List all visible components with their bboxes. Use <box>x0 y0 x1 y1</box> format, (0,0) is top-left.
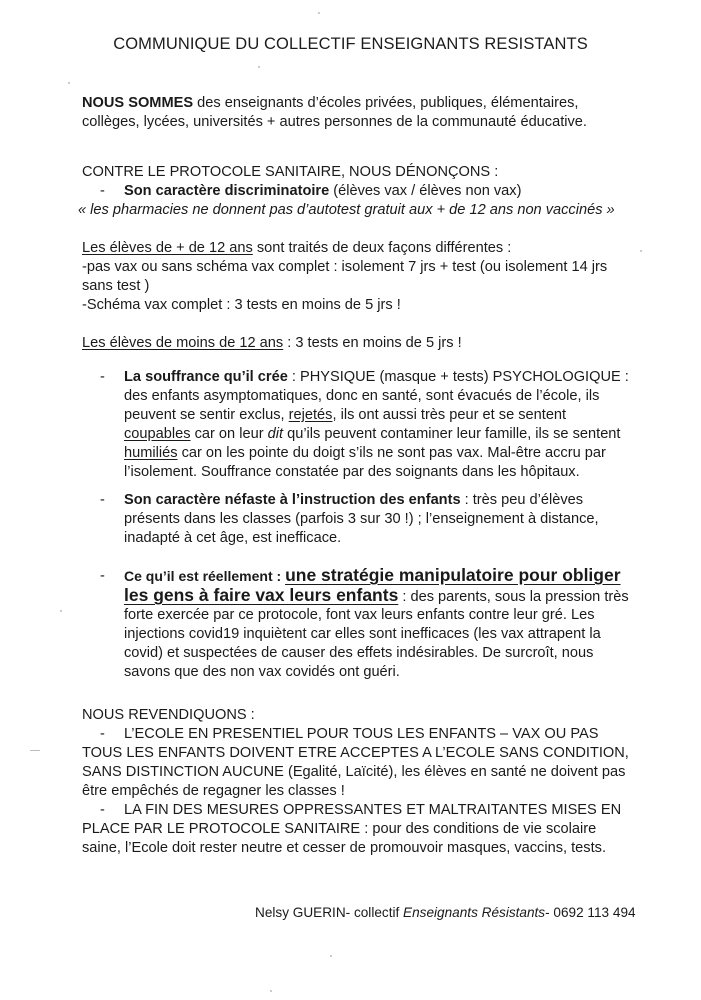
emphasis-text: une stratégie manipulatoire pour obliger <box>285 565 621 585</box>
scan-speck <box>258 66 260 68</box>
emphasis-text: les gens à faire vax leurs enfants <box>124 585 399 605</box>
plus12-line-3: sans test ) <box>82 278 150 294</box>
plus12-line-4: -Schéma vax complet : 3 tests en moins de 5 jrs ! <box>82 297 401 313</box>
revendication-1-line-2: TOUS LES ENFANTS DOIVENT ETRE ACCEPTES A L’ECOLE SANS CONDITION, <box>82 745 629 761</box>
reellement-line-5: covid) et suspectées de causer des effets indésirables. De surcroît, nous <box>124 645 594 661</box>
intro-line-1 <box>82 93 578 113</box>
underlined-text: coupables <box>124 426 191 442</box>
bullet-dash: - <box>100 726 105 742</box>
scan-speck <box>318 12 320 14</box>
item-bold: Son caractère néfaste à l’instruction des enfants <box>124 492 461 508</box>
underlined-text: humiliés <box>124 445 178 461</box>
signature-phone: - 0692 113 494 <box>545 905 636 920</box>
reellement-line-6: savons que des non vax covidés ont guéri. <box>124 664 400 680</box>
bullet-dash: - <box>100 369 105 385</box>
moins12-text: : 3 tests en moins de 5 jrs ! <box>283 335 462 351</box>
plus12-line-2: -pas vax ou sans schéma vax complet : isolement 7 jrs + test (ou isolement 14 jrs <box>82 259 608 275</box>
intro-bold: NOUS SOMMES <box>82 95 194 111</box>
signature-name: Nelsy GUERIN- collectif <box>255 905 404 920</box>
reellement-line-4: injections covid19 inquiètent car elles sont inefficaces (les vax attrapent la <box>124 626 601 642</box>
italic-text: dit <box>267 426 284 442</box>
section-heading-contre: CONTRE LE PROTOCOLE SANITAIRE, NOUS DÉNONÇONS : <box>82 164 499 180</box>
text: : des parents, sous la pression très <box>398 589 629 605</box>
souffrance-line-2: des enfants asymptomatiques, donc en santé, sont évacués de l’école, ils <box>124 388 600 404</box>
item-bold: Son caractère discriminatoire <box>124 183 330 199</box>
bullet-dash: - <box>100 492 105 508</box>
souffrance-line-1 <box>124 367 629 387</box>
revendication-2-line-2: PLACE PAR LE PROTOCOLE SANITAIRE : pour des conditions de vie scolaire <box>82 821 597 837</box>
reellement-line-1 <box>124 565 621 587</box>
scan-speck <box>330 955 332 957</box>
revendication-2-line-3: saine, l’Ecole doit rester neutre et cesser de promouvoir masques, vaccins, tests. <box>82 840 606 856</box>
bullet-dash: - <box>100 568 105 584</box>
item-text: (élèves vax / élèves non vax) <box>329 183 522 199</box>
text: car on les pointe du doigt s’ils ne sont pas vax. Mal-être accru par <box>177 445 606 461</box>
revendication-2-line-1: LA FIN DES MESURES OPPRESSANTES ET MALTRAITANTES MISES EN <box>124 802 622 818</box>
nefaste-line-1 <box>124 490 583 510</box>
item-bold: Ce qu’il est réellement : <box>124 568 286 584</box>
underlined-text: rejetés <box>288 407 333 423</box>
revendication-1-line-4: être empêchés de regagner les classes ! <box>82 783 345 799</box>
bullet-dash: - <box>100 802 105 818</box>
scan-speck <box>270 990 272 992</box>
quote-line: « les pharmacies ne donnent pas d’autotest gratuit aux + de 12 ans non vaccinés » <box>78 202 615 218</box>
text: car on leur <box>190 426 268 442</box>
item-bold: La souffrance qu’il crée <box>124 369 288 385</box>
plus12-line-1 <box>82 238 511 258</box>
revendication-1-line-1: L’ECOLE EN PRESENTIEL POUR TOUS LES ENFANTS – VAX OU PAS <box>124 726 599 742</box>
intro-text: des enseignants d’écoles privées, publiques, élémentaires, <box>193 95 579 111</box>
item-discriminatoire <box>124 181 521 201</box>
nefaste-line-3: inadapté à cet âge, est inefficace. <box>124 530 342 546</box>
scan-speck <box>30 750 40 751</box>
underlined-text: Les élèves de moins de 12 ans <box>82 335 284 351</box>
souffrance-line-4 <box>124 424 620 444</box>
underlined-text: Les élèves de + de 12 ans <box>82 240 253 256</box>
revendication-1-line-3: SANS DISTINCTION AUCUNE (Egalité, Laïcité), les élèves en santé ne doivent pas <box>82 764 626 780</box>
text: , ils ont aussi très peur et se sentent <box>332 407 567 423</box>
scan-speck <box>60 610 62 612</box>
section-heading-revendiquons: NOUS REVENDIQUONS : <box>82 707 255 723</box>
souffrance-line-6: l’isolement. Souffrance constatée par des soignants dans les hôpitaux. <box>124 464 580 480</box>
souffrance-line-5 <box>124 443 606 463</box>
scan-speck <box>640 250 642 252</box>
signature <box>255 903 636 923</box>
item-text: : PHYSIQUE (masque + tests) PSYCHOLOGIQUE : <box>287 369 629 385</box>
item-text: : très peu d’élèves <box>460 492 584 508</box>
plus12-text: sont traités de deux façons différentes : <box>252 240 512 256</box>
document-title: COMMUNIQUE DU COLLECTIF ENSEIGNANTS RESISTANTS <box>113 35 588 53</box>
nefaste-line-2: présents dans les classes (parfois 3 sur 30 !) ; l’enseignement à distance, <box>124 511 599 527</box>
text: peuvent se sentir exclus, <box>124 407 289 423</box>
intro-line-2: collèges, lycées, universités + autres personnes de la communauté éducative. <box>82 114 587 130</box>
scan-speck <box>68 82 70 84</box>
moins12-line <box>82 333 462 353</box>
signature-collectif: Enseignants Résistants <box>403 905 546 920</box>
text: qu’ils peuvent contaminer leur famille, ils se sentent <box>283 426 621 442</box>
bullet-dash: - <box>100 183 105 199</box>
reellement-line-3: forte exercée par ce protocole, font vax leurs enfants contre leur gré. Les <box>124 607 595 623</box>
souffrance-line-3 <box>124 405 566 425</box>
reellement-line-2 <box>124 585 629 607</box>
